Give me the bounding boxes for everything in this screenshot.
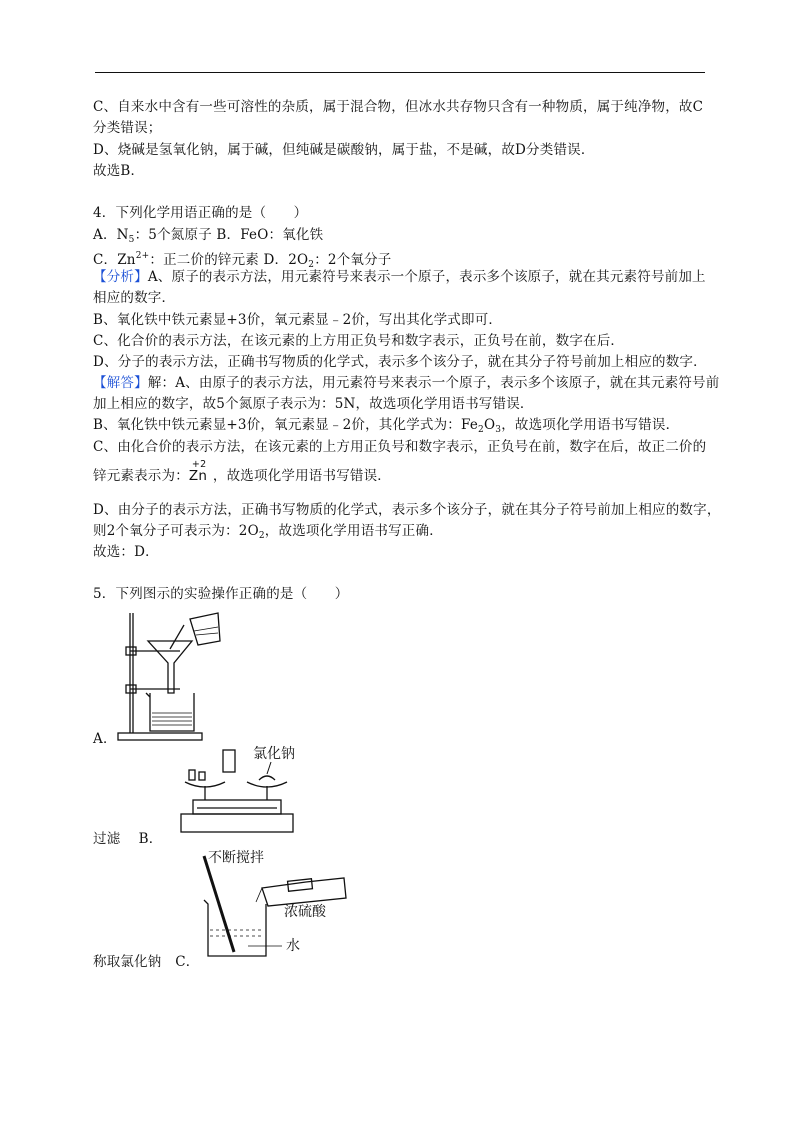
q4-options-ab: A．$N_5$：5个氮原子 B．FeO：氧化铁: [93, 227, 324, 245]
beaker-c: [204, 900, 266, 956]
prev-answer-conclusion: 故选B．: [93, 163, 145, 179]
weight-1: [189, 770, 195, 780]
q4-analysis-line3: B、氧化铁中铁元素显+3价，氧元素显﹣2价，写出其化学式即可．: [93, 312, 503, 328]
fig-c-stir-label: 不断搅拌: [208, 850, 264, 866]
weight-2: [199, 772, 205, 780]
q5-caption-a-label-b: 过滤 B．: [93, 831, 163, 847]
q5-caption-b-label-c: 称取氯化钠 C．: [93, 954, 200, 970]
q4-analysis-line5: D、分子的表示方法，正确书写物质的化学式，表示多个该分子，就在其分子符号前加上相应的数字．: [93, 354, 707, 370]
q4-answer-line1: 【解答】解：A、由原子的表示方法，用元素符号来表示一个原子，表示多个该原子，就在其元素符号前: [93, 375, 720, 391]
prev-answer-d-line: D、烧碱是氢氧化钠，属于碱，但纯碱是碳酸钠，属于盐，不是碱，故D分类错误．: [93, 142, 595, 158]
charge-label: +2: [191, 459, 207, 470]
glass-rod: [170, 625, 184, 649]
q5-label-a: A．: [93, 731, 117, 747]
salt-pile: [259, 776, 275, 780]
balance-figure: [175, 742, 305, 837]
analysis-tag: 【分析】: [93, 269, 148, 285]
zinc-symbol: Zn: [188, 468, 208, 484]
q4-conclusion: 故选：D．: [93, 544, 159, 560]
q4-answer-line2: 加上相应的数字，故5个氮原子表示为：5N，故选项化学用语书写错误．: [93, 396, 534, 412]
q4-answer-line3: B、氧化铁中铁元素显+3价，氧元素显﹣2价，其化学式为：$Fe_2O_3$，故选项化学用语书写错误．: [93, 417, 680, 435]
balance-pointer-post: [223, 750, 235, 772]
header-rule: [95, 72, 705, 73]
q5-stem: 5．下列图示的实验操作正确的是（ ）: [93, 586, 349, 602]
stand-base: [118, 733, 202, 740]
filtration-figure: [110, 605, 230, 743]
q4-answer-line7: 则2个氧分子可表示为：$2O_2$，故选项化学用语书写正确．: [93, 523, 443, 541]
q4-answer-line5: 锌元素表示为： +2 Zn ，故选项化学用语书写错误．: [93, 467, 391, 485]
q4-answer-line6: D、由分子的表示方法，正确书写物质的化学式，表示多个该分子，就在其分子符号前加上相应的数字，: [93, 502, 721, 518]
dilution-figure: [196, 848, 356, 960]
q4-analysis-line2: 相应的数字．: [93, 290, 176, 306]
fig-b-label: 氯化钠: [253, 746, 295, 762]
balance-base: [181, 814, 293, 832]
q4-options-cd: C．$Zn^{2+}$：正二价的锌元素 D．$2O_2$：2个氧分子: [93, 251, 392, 270]
q4-stem: 4．下列化学用语正确的是（ ）: [93, 205, 308, 221]
fig-c-water-label: 水: [286, 938, 300, 954]
acid-bottle: [262, 878, 346, 906]
answer-tag: 【解答】: [93, 375, 148, 391]
fig-c-acid-label: 浓硫酸: [284, 904, 326, 920]
prev-answer-c-line1: C、自来水中含有一些可溶性的杂质，属于混合物，但冰水共存物只含有一种物质，属于纯净物，故C: [93, 99, 704, 115]
q4-analysis-line1: 【分析】A、原子的表示方法，用元素符号来表示一个原子，表示多个该原子，就在其元素符号前加上: [93, 269, 706, 285]
q4-answer-line4: C、由化合价的表示方法，在该元素的上方用正负号和数字表示，正负号在前，数字在后，故正二价的: [93, 439, 707, 455]
q4-analysis-line4: C、化合价的表示方法，在该元素的上方用正负号和数字表示，正负号在前，数字在后．: [93, 333, 625, 349]
prev-answer-c-line2: 分类错误；: [93, 120, 162, 136]
